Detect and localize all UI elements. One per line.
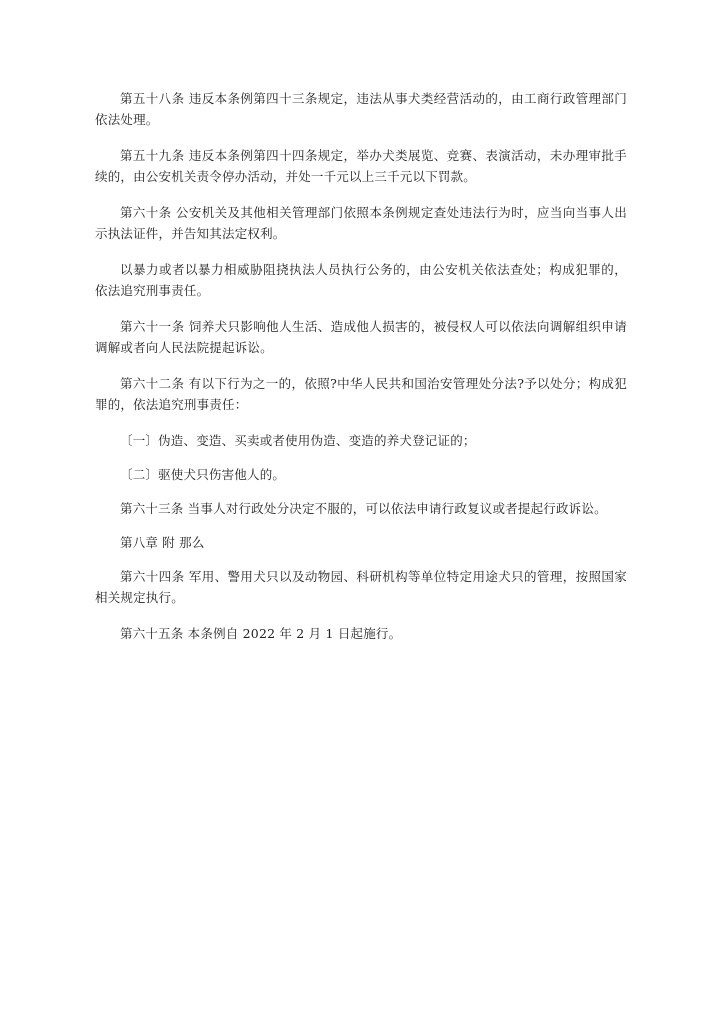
- article-59: 第五十九条 违反本条例第四十四条规定，举办犬类展览、竞赛、表演活动，未办理审批手续的，由公安机关责令停办活动，并处一千元以上三千元以下罚款。: [95, 148, 627, 184]
- article-62-item-2: 〔二〕驱使犬只伤害他人的。: [120, 467, 286, 482]
- article-58: 第五十八条 违反本条例第四十三条规定，违法从事犬类经营活动的，由工商行政管理部门依法处理。: [95, 91, 627, 127]
- article-60: 第六十条 公安机关及其他相关管理部门依照本条例规定查处违法行为时，应当向当事人出示执法证件，并告知其法定权利。: [95, 205, 627, 241]
- article-62: 第六十二条 有以下行为之一的，依照?中华人民共和国治安管理处分法?予以处分；构成犯罪的，依法追究刑事责任：: [95, 376, 627, 412]
- article-62-item-1: 〔一〕伪造、变造、买卖或者使用伪造、变造的养犬登记证的；: [120, 433, 476, 448]
- chapter-heading: 第八章 附 那么: [120, 535, 205, 550]
- article-60-clause: 以暴力或者以暴力相威胁阻挠执法人员执行公务的，由公安机关依法查处；构成犯罪的，依法追究刑事责任。: [95, 262, 627, 298]
- article-64: 第六十四条 军用、警用犬只以及动物园、科研机构等单位特定用途犬只的管理，按照国家相关规定执行。: [95, 569, 627, 605]
- document-body: [95, 88, 627, 659]
- article-65: 第六十五条 本条例自 2022 年 2 月 1 日起施行。: [120, 626, 402, 641]
- article-61: 第六十一条 饲养犬只影响他人生活、造成他人损害的，被侵权人可以依法向调解组织申请调解或者向人民法院提起诉讼。: [95, 319, 627, 355]
- article-63: 第六十三条 当事人对行政处分决定不服的，可以依法申请行政复议或者提起行政诉讼。: [120, 501, 607, 516]
